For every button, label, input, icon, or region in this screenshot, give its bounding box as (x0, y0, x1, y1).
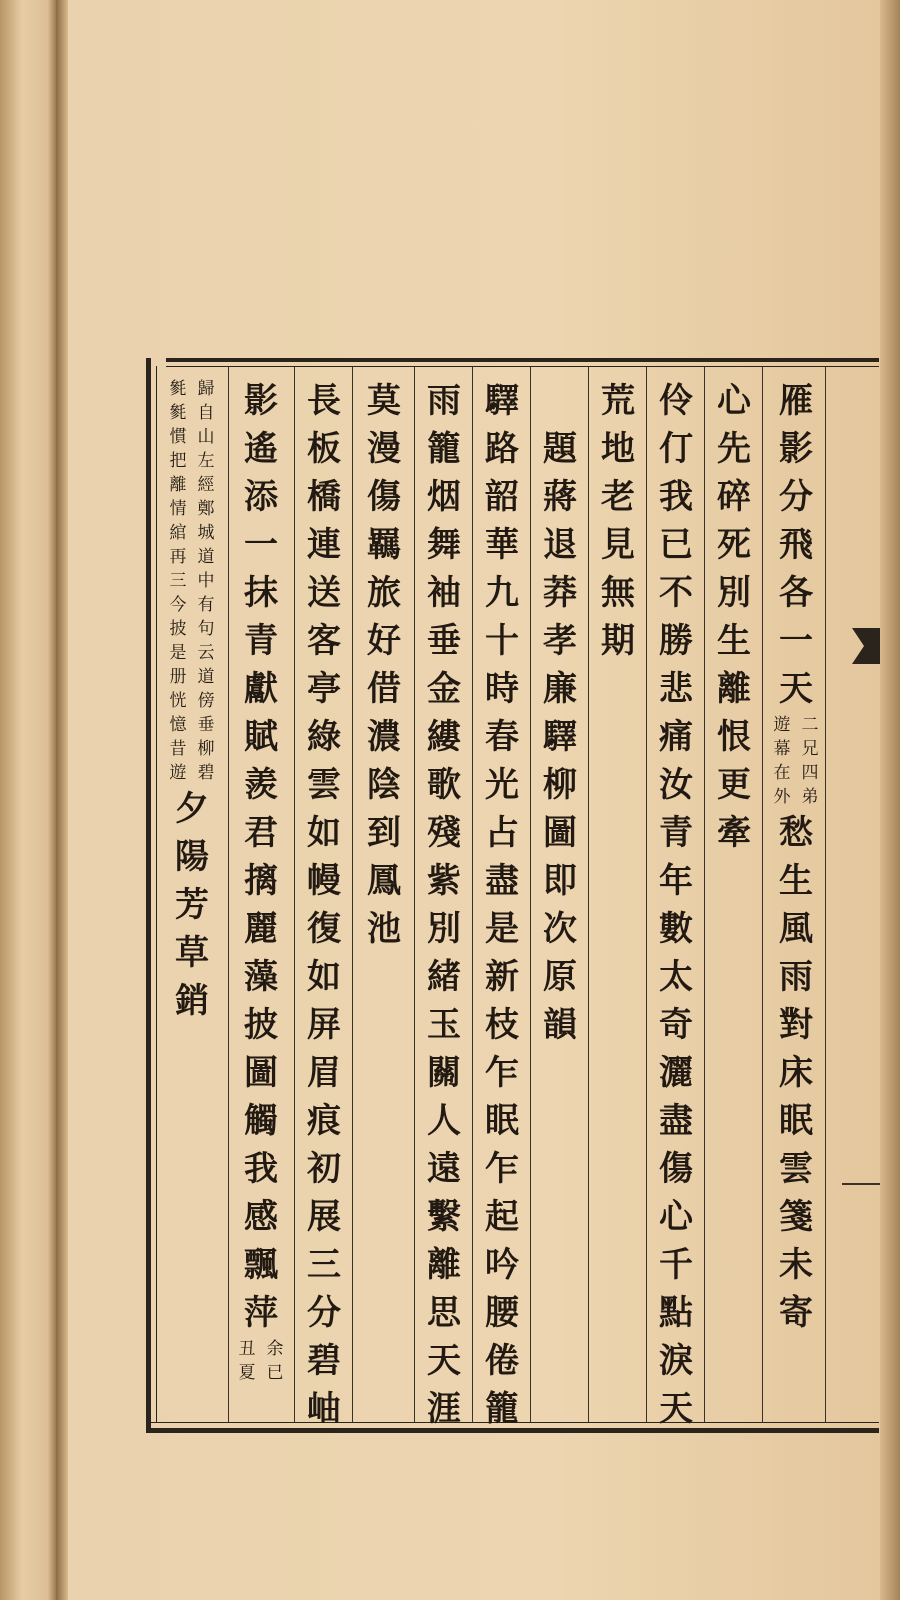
character: 賦 (244, 717, 278, 757)
character: 道 (197, 667, 215, 687)
character: 陽 (175, 837, 209, 877)
frame-left-border (146, 358, 151, 1433)
character: 羨 (244, 765, 278, 805)
character: 羈 (367, 525, 401, 565)
text-column-1 (770, 377, 822, 1337)
column-main-text (485, 377, 519, 1433)
character: 奇 (659, 1005, 693, 1045)
right-page-edge (880, 0, 900, 1600)
character: 驛 (485, 381, 519, 421)
character: 涯 (427, 1389, 461, 1429)
character: 玉 (427, 1005, 461, 1045)
left-page-edge (0, 0, 56, 1600)
character: 緒 (427, 957, 461, 997)
character: 憶 (169, 715, 187, 735)
interlinear-note (235, 1337, 287, 1385)
character: 幕 (773, 739, 791, 759)
character: 三 (169, 571, 187, 591)
character: 弟 (801, 787, 819, 807)
character: 碧 (307, 1341, 341, 1381)
character: 遊 (169, 763, 187, 783)
character: 碎 (717, 477, 751, 517)
character: 原 (543, 957, 577, 997)
note-right-line (798, 713, 822, 809)
column-rule (352, 367, 353, 1422)
character: 客 (307, 621, 341, 661)
character: 勝 (659, 621, 693, 661)
column-rule (588, 367, 589, 1422)
character: 再 (169, 547, 187, 567)
character: 抹 (244, 573, 278, 613)
character: 籠 (427, 429, 461, 469)
character: 兄 (801, 739, 819, 759)
column-main-text (307, 377, 341, 1433)
character: 傷 (659, 1149, 693, 1189)
character: 各 (779, 573, 813, 613)
character: 獻 (244, 669, 278, 709)
character: 展 (307, 1197, 341, 1237)
character: 池 (367, 909, 401, 949)
character: 夏 (238, 1363, 256, 1383)
character: 綰 (169, 523, 187, 543)
character: 仃 (659, 429, 693, 469)
column-main-text (427, 377, 461, 1433)
interlinear-note (166, 377, 218, 785)
character: 連 (307, 525, 341, 565)
character: 藻 (244, 957, 278, 997)
character: 不 (659, 573, 693, 613)
character: 我 (659, 477, 693, 517)
character: 占 (485, 813, 519, 853)
character: 荒 (601, 381, 635, 421)
character: 飛 (779, 525, 813, 565)
character: 離 (169, 475, 187, 495)
note-right-line (263, 1337, 287, 1385)
character: 痛 (659, 717, 693, 757)
character: 飄 (244, 1245, 278, 1285)
character: 起 (485, 1197, 519, 1237)
character: 箋 (779, 1197, 813, 1237)
character: 無 (601, 573, 635, 613)
character: 蔣 (543, 477, 577, 517)
poem-title (543, 377, 577, 1049)
character: 城 (197, 523, 215, 543)
character: 光 (485, 765, 519, 805)
character: 孝 (543, 621, 577, 661)
character: 雁 (779, 381, 813, 421)
character: 離 (427, 1245, 461, 1285)
character: 影 (244, 381, 278, 421)
character: 余 (266, 1339, 284, 1359)
character: 老 (601, 477, 635, 517)
character: 披 (169, 619, 187, 639)
character: 伶 (659, 381, 693, 421)
character: 鳳 (367, 861, 401, 901)
character: 濃 (367, 717, 401, 757)
character: 地 (601, 429, 635, 469)
character: 痕 (307, 1101, 341, 1141)
character: 見 (601, 525, 635, 565)
column-main-text (601, 377, 635, 665)
character: 册 (169, 667, 187, 687)
character: 歌 (427, 765, 461, 805)
character: 好 (367, 621, 401, 661)
character: 中 (197, 571, 215, 591)
character: 毿 (169, 403, 187, 423)
character: 青 (244, 621, 278, 661)
column-rule (530, 367, 531, 1422)
character: 垂 (197, 715, 215, 735)
character: 期 (601, 621, 635, 661)
column-main-text (717, 377, 751, 857)
character: 道 (197, 547, 215, 567)
character: 漫 (367, 429, 401, 469)
column-rule (646, 367, 647, 1422)
character: 天 (659, 1389, 693, 1429)
column-rule (414, 367, 415, 1422)
character: 紫 (427, 861, 461, 901)
frame-left-inner-border (156, 366, 157, 1422)
column-rule (228, 367, 229, 1422)
character: 三 (307, 1245, 341, 1285)
character: 烟 (427, 477, 461, 517)
character: 長 (307, 381, 341, 421)
character: 岫 (307, 1389, 341, 1429)
character: 愁 (779, 813, 813, 853)
character: 麗 (244, 909, 278, 949)
character: 數 (659, 909, 693, 949)
text-column-4 (592, 377, 644, 665)
character: 如 (307, 957, 341, 997)
character: 更 (717, 765, 751, 805)
character: 自 (197, 403, 215, 423)
character: 圖 (543, 813, 577, 853)
character: 摛 (244, 861, 278, 901)
page-edge-tick (842, 1183, 880, 1185)
book-gutter (56, 0, 68, 1600)
character: 乍 (485, 1149, 519, 1189)
character: 幔 (307, 861, 341, 901)
column-main-text (175, 785, 209, 1025)
character: 眠 (779, 1101, 813, 1141)
character: 金 (427, 669, 461, 709)
character: 傍 (197, 691, 215, 711)
character: 華 (485, 525, 519, 565)
character: 萍 (244, 1293, 278, 1333)
character: 左 (197, 451, 215, 471)
character: 寄 (779, 1293, 813, 1333)
character: 別 (427, 909, 461, 949)
character: 今 (169, 595, 187, 615)
character: 有 (197, 595, 215, 615)
character: 心 (659, 1197, 693, 1237)
character: 即 (543, 861, 577, 901)
column-main-text-part-2 (779, 809, 813, 1337)
character: 復 (307, 909, 341, 949)
column-rule (825, 367, 826, 1422)
text-column-8 (358, 377, 410, 953)
character: 袖 (427, 573, 461, 613)
fishtail-marker-icon (852, 628, 880, 664)
character: 披 (244, 1005, 278, 1045)
character: 倦 (485, 1341, 519, 1381)
character: 莫 (367, 381, 401, 421)
character: 先 (717, 429, 751, 469)
character: 柳 (197, 739, 215, 759)
character: 青 (659, 813, 693, 853)
character: 傷 (367, 477, 401, 517)
character: 碧 (197, 763, 215, 783)
poem-title-column (534, 377, 586, 1049)
character: 草 (175, 933, 209, 973)
column-rule (294, 367, 295, 1422)
character: 枝 (485, 1005, 519, 1045)
frame-top-inner-border (166, 366, 879, 367)
text-column-9 (298, 377, 350, 1433)
character: 繫 (427, 1197, 461, 1237)
note-left-line (770, 713, 794, 809)
character: 芳 (175, 885, 209, 925)
character: 雨 (779, 957, 813, 997)
character: 送 (307, 573, 341, 613)
character: 柳 (543, 765, 577, 805)
character: 陰 (367, 765, 401, 805)
character: 到 (367, 813, 401, 853)
character: 山 (197, 427, 215, 447)
column-main-text (244, 377, 278, 1337)
character: 把 (169, 451, 187, 471)
character: 圖 (244, 1053, 278, 1093)
character: 盡 (485, 861, 519, 901)
character: 未 (779, 1245, 813, 1285)
character: 九 (485, 573, 519, 613)
character: 舞 (427, 525, 461, 565)
column-main-text (367, 377, 401, 953)
character: 眉 (307, 1053, 341, 1093)
column-rule (472, 367, 473, 1422)
character: 已 (266, 1363, 284, 1383)
character: 恨 (717, 717, 751, 757)
text-column-6 (476, 377, 528, 1433)
character: 對 (779, 1005, 813, 1045)
character: 離 (717, 669, 751, 709)
character: 遙 (244, 429, 278, 469)
character: 初 (307, 1149, 341, 1189)
character: 在 (773, 763, 791, 783)
frame-top-border (166, 358, 879, 362)
character: 生 (779, 861, 813, 901)
character: 我 (244, 1149, 278, 1189)
character: 灑 (659, 1053, 693, 1093)
character: 旅 (367, 573, 401, 613)
character: 二 (801, 715, 819, 735)
character: 已 (659, 525, 693, 565)
character: 新 (485, 957, 519, 997)
column-rule (704, 367, 705, 1422)
character: 點 (659, 1293, 693, 1333)
character: 題 (543, 429, 577, 469)
character: 云 (197, 643, 215, 663)
character: 感 (244, 1197, 278, 1237)
character: 垂 (427, 621, 461, 661)
character: 雲 (779, 1149, 813, 1189)
character: 思 (427, 1293, 461, 1333)
character: 千 (659, 1245, 693, 1285)
text-column-11 (166, 377, 218, 1025)
character: 籠 (485, 1389, 519, 1429)
note-left-line (166, 377, 190, 785)
character: 恍 (169, 691, 187, 711)
character: 風 (779, 909, 813, 949)
character: 淚 (659, 1341, 693, 1381)
character: 死 (717, 525, 751, 565)
character: 莽 (543, 573, 577, 613)
character: 一 (779, 621, 813, 661)
character: 借 (367, 669, 401, 709)
character: 丑 (238, 1339, 256, 1359)
character: 夕 (175, 789, 209, 829)
character: 汝 (659, 765, 693, 805)
character: 時 (485, 669, 519, 709)
character: 昔 (169, 739, 187, 759)
character: 十 (485, 621, 519, 661)
character: 是 (169, 643, 187, 663)
character: 別 (717, 573, 751, 613)
character: 韻 (543, 1005, 577, 1045)
character: 情 (169, 499, 187, 519)
text-column-10 (235, 377, 287, 1385)
character: 路 (485, 429, 519, 469)
character: 人 (427, 1101, 461, 1141)
character: 雲 (307, 765, 341, 805)
character: 遊 (773, 715, 791, 735)
character: 雨 (427, 381, 461, 421)
character: 眠 (485, 1101, 519, 1141)
character: 心 (717, 381, 751, 421)
character: 板 (307, 429, 341, 469)
text-column-2 (708, 377, 760, 857)
character: 牽 (717, 813, 751, 853)
character: 關 (427, 1053, 461, 1093)
character: 縷 (427, 717, 461, 757)
character: 腰 (485, 1293, 519, 1333)
column-main-text (659, 377, 693, 1433)
character: 亭 (307, 669, 341, 709)
character: 影 (779, 429, 813, 469)
character: 鄭 (197, 499, 215, 519)
character: 君 (244, 813, 278, 853)
character: 外 (773, 787, 791, 807)
note-right-line (194, 377, 218, 785)
character: 遠 (427, 1149, 461, 1189)
character: 毿 (169, 379, 187, 399)
character: 床 (779, 1053, 813, 1093)
character: 天 (427, 1341, 461, 1381)
text-column-7 (418, 377, 470, 1433)
character: 綠 (307, 717, 341, 757)
character: 天 (779, 669, 813, 709)
note-left-line (235, 1337, 259, 1385)
character: 四 (801, 763, 819, 783)
character: 廉 (543, 669, 577, 709)
character: 經 (197, 475, 215, 495)
character: 太 (659, 957, 693, 997)
character: 乍 (485, 1053, 519, 1093)
character: 退 (543, 525, 577, 565)
character: 是 (485, 909, 519, 949)
character: 殘 (427, 813, 461, 853)
character: 分 (779, 477, 813, 517)
text-column-3 (650, 377, 702, 1433)
character: 銷 (175, 981, 209, 1021)
character: 春 (485, 717, 519, 757)
character: 悲 (659, 669, 693, 709)
character: 盡 (659, 1101, 693, 1141)
interlinear-note (770, 713, 822, 809)
character: 韶 (485, 477, 519, 517)
character: 年 (659, 861, 693, 901)
character: 分 (307, 1293, 341, 1333)
character: 驛 (543, 717, 577, 757)
character (554, 377, 566, 425)
character: 慣 (169, 427, 187, 447)
character: 生 (717, 621, 751, 661)
character: 屏 (307, 1005, 341, 1045)
column-main-text-part-1 (779, 377, 813, 713)
character: 觸 (244, 1101, 278, 1141)
character: 添 (244, 477, 278, 517)
character: 次 (543, 909, 577, 949)
character: 吟 (485, 1245, 519, 1285)
character: 橋 (307, 477, 341, 517)
character: 歸 (197, 379, 215, 399)
character: 一 (244, 525, 278, 565)
character: 如 (307, 813, 341, 853)
column-rule (762, 367, 763, 1422)
character: 句 (197, 619, 215, 639)
